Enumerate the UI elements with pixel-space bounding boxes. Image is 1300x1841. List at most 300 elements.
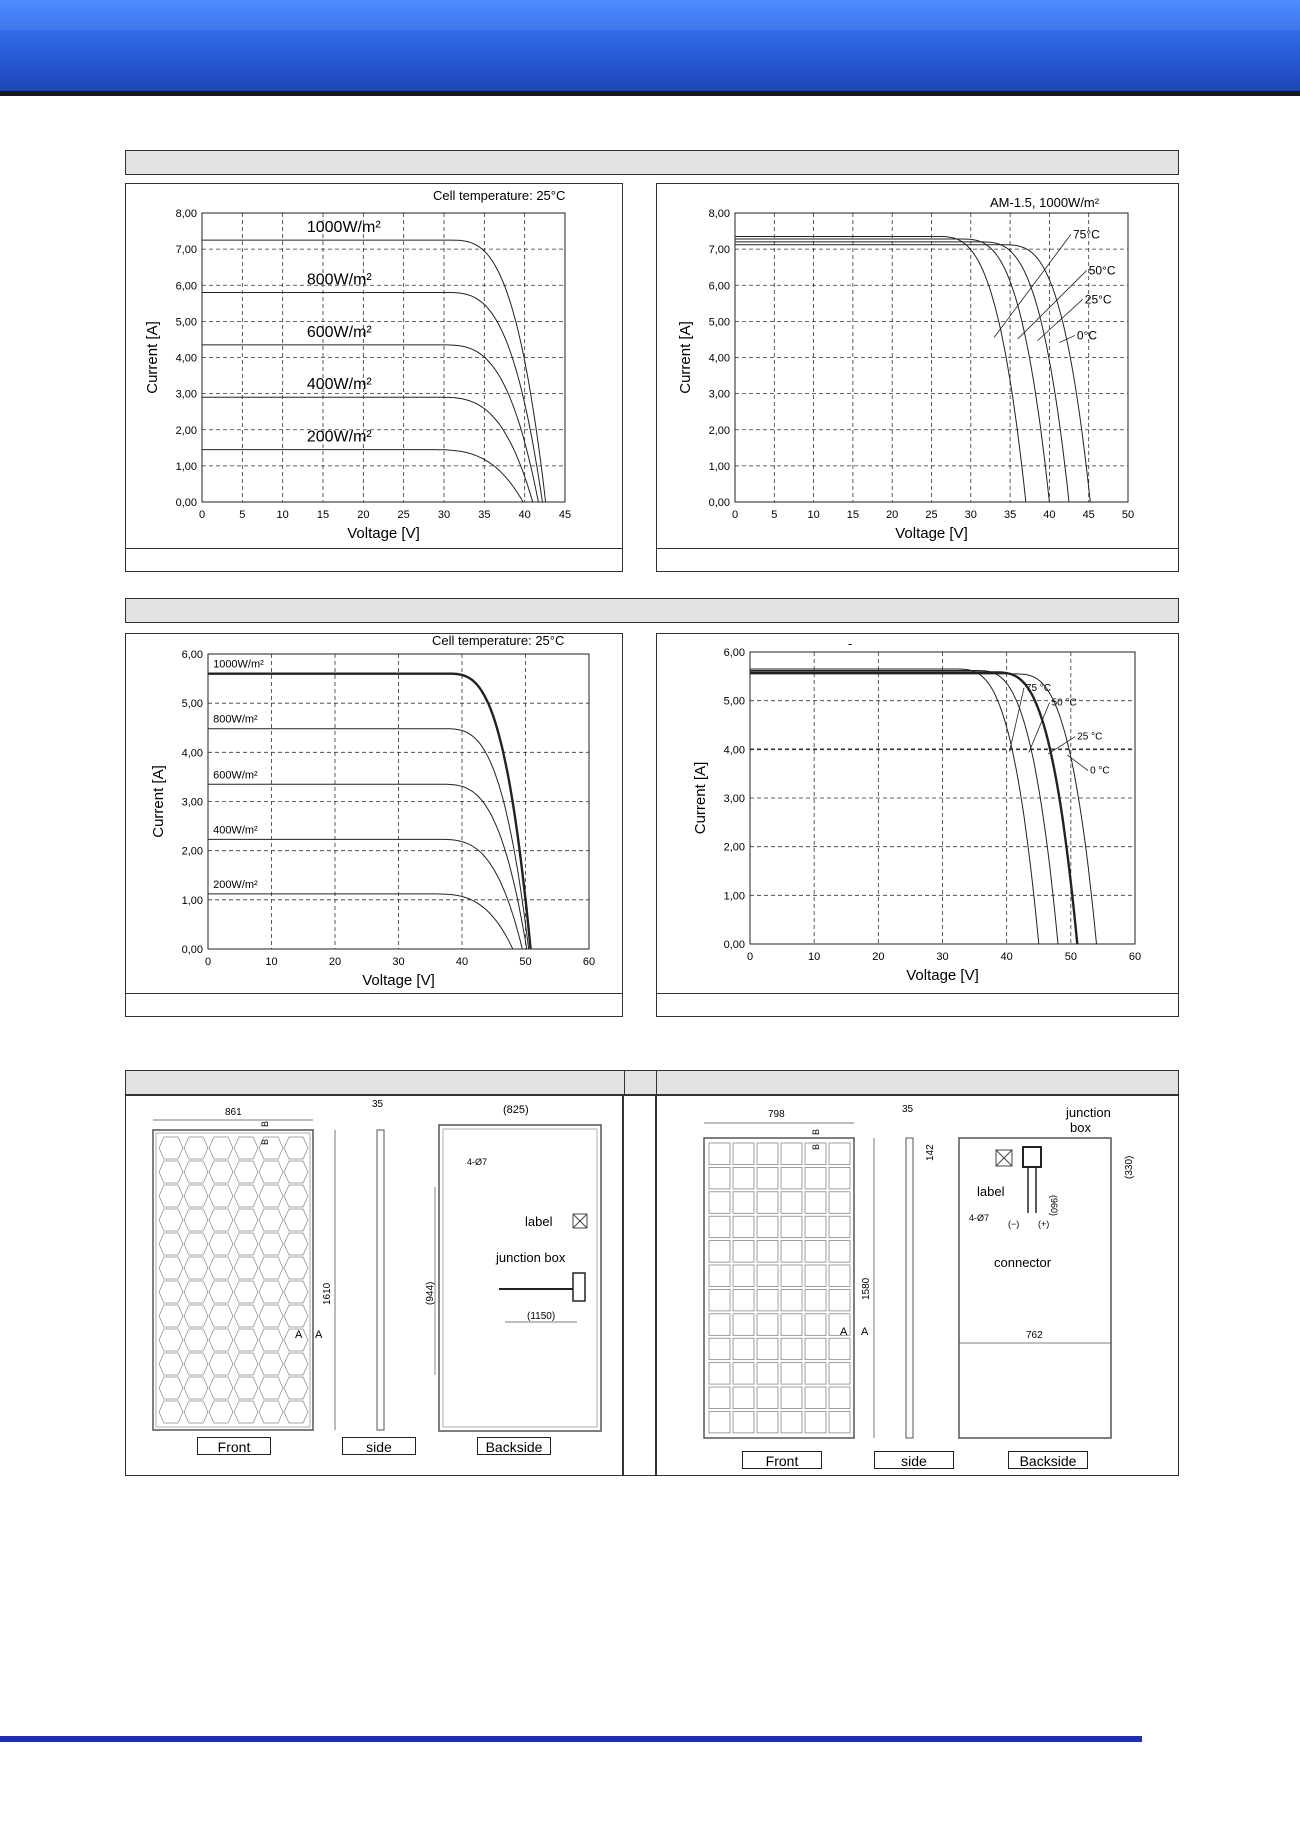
front-cell	[184, 1257, 208, 1279]
front-cell	[709, 1167, 730, 1189]
front-cell	[805, 1387, 826, 1409]
front-cell	[209, 1281, 233, 1303]
x-tick-label: 50	[519, 956, 532, 968]
front-cell	[209, 1353, 233, 1375]
front-cell	[781, 1314, 802, 1336]
front-cell	[709, 1265, 730, 1287]
front-cell	[781, 1216, 802, 1238]
series-label: 50°C	[1088, 263, 1116, 278]
front-cell	[805, 1411, 826, 1433]
x-tick-label: 20	[328, 956, 342, 968]
front-cell	[184, 1161, 208, 1183]
front-cell	[234, 1233, 258, 1255]
front-cell	[805, 1363, 826, 1385]
front-cell	[781, 1363, 802, 1385]
front-cell	[234, 1137, 258, 1159]
x-tick-label: 45	[558, 509, 572, 521]
front-cell	[284, 1209, 308, 1231]
y-tick-label: 7,00	[175, 244, 197, 257]
front-cell	[259, 1185, 283, 1207]
chart-annotation: Cell temperature: 25°C	[432, 633, 565, 648]
series-line	[202, 240, 546, 502]
front-cell	[209, 1161, 233, 1183]
x-tick-label: 35	[478, 509, 491, 521]
front-cell	[829, 1143, 850, 1165]
front-cell	[781, 1387, 802, 1409]
series-label: 25°C	[1084, 292, 1112, 307]
x-tick-label: 40	[455, 956, 469, 968]
front-cell	[757, 1289, 778, 1311]
series-label: 1000W/m²	[213, 658, 264, 671]
front-cell	[209, 1233, 233, 1255]
dim-width: 861	[225, 1107, 242, 1118]
section-a-1: A	[840, 1326, 848, 1338]
y-tick-label: 7,00	[708, 244, 730, 257]
y-tick-label: 5,00	[181, 698, 203, 711]
x-tick-label: 5	[239, 509, 246, 521]
front-cell	[709, 1338, 730, 1360]
y-tick-label: 3,00	[181, 796, 203, 809]
x-tick-label: 50	[1064, 951, 1077, 963]
front-cell	[259, 1329, 283, 1351]
y-tick-label: 4,00	[181, 747, 203, 760]
front-cell	[829, 1241, 850, 1263]
front-cell	[209, 1305, 233, 1327]
series-label: 50 °C	[1051, 697, 1077, 709]
front-cell	[805, 1338, 826, 1360]
x-tick-label: 30	[392, 956, 405, 968]
y-tick-label: 1,00	[175, 460, 197, 473]
front-cell	[184, 1305, 208, 1327]
x-axis-label: Voltage [V]	[906, 967, 979, 984]
section-a-2: A	[861, 1326, 869, 1338]
back-frame	[959, 1138, 1111, 1438]
footer-line	[0, 1736, 1142, 1742]
front-cell	[159, 1353, 183, 1375]
front-cell	[805, 1192, 826, 1214]
junction-box-text: junction box	[496, 1250, 566, 1265]
front-cell	[733, 1265, 754, 1287]
module-drawing-right	[656, 1095, 1179, 1476]
front-cell	[184, 1281, 208, 1303]
series-line	[202, 345, 538, 502]
series-line	[735, 245, 1090, 502]
backside-label-left: Backside	[477, 1437, 551, 1455]
junction-text-1: junction	[1066, 1105, 1111, 1120]
x-tick-label: 45	[1082, 509, 1095, 521]
x-tick-label: 35	[1003, 509, 1017, 521]
front-cell	[184, 1233, 208, 1255]
y-tick-label: 4,00	[723, 744, 745, 757]
section-b-2: B	[811, 1143, 821, 1150]
series-label: 600W/m²	[306, 323, 372, 341]
y-tick-label: 2,00	[181, 845, 203, 858]
front-cell	[259, 1209, 283, 1231]
y-tick-label: 3,00	[175, 388, 197, 401]
x-tick-label: 40	[1000, 951, 1013, 963]
front-cell	[781, 1338, 802, 1360]
front-cell	[234, 1257, 258, 1279]
section-b-1: B	[811, 1128, 821, 1135]
front-cell	[209, 1257, 233, 1279]
x-axis-label: Voltage [V]	[895, 525, 968, 542]
front-cell	[781, 1143, 802, 1165]
front-cell	[709, 1387, 730, 1409]
front-cell	[159, 1401, 183, 1423]
front-cell	[159, 1137, 183, 1159]
x-tick-label: 30	[964, 509, 977, 521]
front-cell	[757, 1241, 778, 1263]
front-cell	[234, 1281, 258, 1303]
front-cell	[259, 1233, 283, 1255]
y-tick-label: 3,00	[708, 388, 730, 401]
x-tick-label: 15	[316, 509, 330, 521]
front-cell	[709, 1143, 730, 1165]
section-a-1: A	[295, 1329, 303, 1341]
series-label: 800W/m²	[213, 713, 258, 726]
series-label: 200W/m²	[213, 878, 258, 891]
front-cell	[209, 1329, 233, 1351]
front-cell	[234, 1377, 258, 1399]
dim-mount: (944)	[425, 1281, 436, 1305]
front-cell	[805, 1241, 826, 1263]
x-axis-label: Voltage [V]	[362, 972, 435, 989]
y-tick-label: 5,00	[723, 695, 745, 708]
front-cell	[733, 1216, 754, 1238]
front-cell	[184, 1401, 208, 1423]
front-inner	[156, 1133, 310, 1427]
series-label: 25 °C	[1077, 731, 1103, 743]
x-tick-label: 10	[265, 956, 278, 968]
front-cell	[284, 1185, 308, 1207]
series-leader	[994, 234, 1071, 337]
series-line	[208, 729, 529, 949]
side-label-left: side	[342, 1437, 416, 1455]
series-line	[750, 672, 1077, 944]
junction-text-2: box	[1070, 1120, 1091, 1135]
front-cell	[209, 1401, 233, 1423]
chart-2-group	[677, 195, 1134, 542]
front-cell	[829, 1289, 850, 1311]
front-cell	[284, 1137, 308, 1159]
x-tick-label: 15	[846, 509, 860, 521]
front-cell	[184, 1329, 208, 1351]
front-cell	[209, 1185, 233, 1207]
dim-thickness: 35	[372, 1099, 384, 1110]
front-cell	[284, 1161, 308, 1183]
y-tick-label: 3,00	[723, 793, 745, 805]
side-frame	[377, 1130, 384, 1430]
front-cell	[284, 1233, 308, 1255]
x-tick-label: 60	[582, 956, 596, 968]
series-label: 600W/m²	[213, 769, 258, 782]
y-tick-label: 8,00	[175, 208, 197, 220]
section-a-2: A	[315, 1329, 323, 1341]
y-axis-label: Current [A]	[677, 321, 694, 394]
front-cell	[829, 1192, 850, 1214]
dim-offset: 142	[925, 1144, 936, 1161]
front-cell	[805, 1216, 826, 1238]
front-cell	[781, 1241, 802, 1263]
front-cell	[829, 1338, 850, 1360]
front-cell	[757, 1143, 778, 1165]
front-cell	[757, 1338, 778, 1360]
series-line	[750, 671, 1058, 945]
front-cell	[234, 1209, 258, 1231]
front-cell	[209, 1209, 233, 1231]
series-line	[735, 242, 1069, 502]
x-tick-label: 40	[1043, 509, 1056, 521]
front-cell	[234, 1161, 258, 1183]
y-tick-label: 6,00	[181, 649, 203, 661]
front-cell	[234, 1401, 258, 1423]
series-label: 75 °C	[1025, 682, 1052, 694]
dim-back-width: (825)	[503, 1104, 529, 1116]
front-cell	[781, 1167, 802, 1189]
front-cell	[159, 1377, 183, 1399]
series-label: 400W/m²	[306, 376, 372, 394]
x-tick-label: 25	[397, 509, 410, 521]
front-cell	[159, 1305, 183, 1327]
front-cell	[259, 1377, 283, 1399]
holes: 4-Ø7	[467, 1157, 488, 1167]
front-cell	[829, 1265, 850, 1287]
front-cell	[733, 1387, 754, 1409]
series-label: 0°C	[1076, 328, 1098, 343]
front-cell	[234, 1329, 258, 1351]
front-cell	[184, 1377, 208, 1399]
dim-height: 1580	[861, 1277, 872, 1300]
front-cell	[757, 1387, 778, 1409]
front-cell	[159, 1161, 183, 1183]
y-tick-label: 4,00	[708, 352, 730, 365]
x-tick-label: 40	[518, 509, 531, 521]
front-label-left: Front	[197, 1437, 271, 1455]
front-cell	[805, 1314, 826, 1336]
front-cell	[805, 1289, 826, 1311]
dim-cable: (1150)	[527, 1311, 556, 1322]
chart-annotation: -	[848, 636, 853, 651]
front-cell	[733, 1167, 754, 1189]
front-cell	[733, 1241, 754, 1263]
front-cell	[184, 1353, 208, 1375]
series-leader	[1010, 688, 1024, 752]
front-cell	[159, 1209, 183, 1231]
front-cell	[234, 1305, 258, 1327]
front-cell	[159, 1233, 183, 1255]
side-frame	[906, 1138, 913, 1438]
y-tick-label: 2,00	[723, 841, 745, 854]
y-tick-label: 1,00	[723, 890, 745, 903]
x-tick-label: 30	[936, 951, 949, 963]
series-leader	[1067, 755, 1088, 771]
front-cell	[805, 1265, 826, 1287]
front-cell	[829, 1167, 850, 1189]
back-frame	[439, 1125, 601, 1431]
x-tick-label: 10	[807, 509, 820, 521]
front-cell	[709, 1363, 730, 1385]
front-cell	[733, 1289, 754, 1311]
y-axis-label: Current [A]	[144, 321, 161, 394]
front-cell	[159, 1185, 183, 1207]
series-label: 800W/m²	[306, 271, 372, 289]
y-tick-label: 6,00	[708, 280, 730, 293]
front-cell	[709, 1314, 730, 1336]
x-tick-label: 20	[872, 951, 885, 963]
dim-width: 798	[768, 1109, 785, 1120]
x-tick-label: 0	[198, 509, 206, 521]
chart-1-group	[144, 188, 571, 542]
front-cell	[709, 1241, 730, 1263]
front-cell	[733, 1192, 754, 1214]
y-axis-label: Current [A]	[692, 761, 709, 835]
front-cell	[284, 1281, 308, 1303]
front-cell	[781, 1289, 802, 1311]
x-tick-label: 5	[771, 509, 778, 521]
holes: 4-Ø7	[969, 1213, 990, 1223]
front-cell	[757, 1192, 778, 1214]
front-cell	[829, 1363, 850, 1385]
series-line	[208, 784, 527, 949]
front-cell	[733, 1363, 754, 1385]
front-cell	[757, 1167, 778, 1189]
front-cells	[159, 1137, 308, 1423]
polarity-minus: (−)	[1008, 1219, 1020, 1229]
y-tick-label: 4,00	[175, 352, 197, 365]
y-tick-label: 5,00	[175, 316, 197, 329]
x-tick-label: 0	[731, 509, 739, 521]
front-cell	[259, 1161, 283, 1183]
series-line	[208, 894, 513, 949]
front-cell	[781, 1265, 802, 1287]
front-cell	[259, 1401, 283, 1423]
front-cell	[184, 1137, 208, 1159]
y-axis-label: Current [A]	[150, 765, 167, 838]
series-label: 1000W/m²	[306, 219, 381, 237]
front-cell	[733, 1143, 754, 1165]
front-cell	[209, 1137, 233, 1159]
series-line	[735, 237, 1026, 503]
section-b-1: B	[260, 1120, 270, 1127]
dim-height: 1610	[322, 1282, 333, 1305]
front-cell	[159, 1281, 183, 1303]
module-drawing-left	[125, 1095, 623, 1476]
chart-annotation: AM-1.5, 1000W/m²	[990, 195, 1100, 210]
front-cell	[159, 1329, 183, 1351]
chart-annotation: Cell temperature: 25°C	[433, 188, 566, 203]
connector-text: connector	[994, 1255, 1052, 1270]
front-cell	[184, 1185, 208, 1207]
side-label-right: side	[874, 1451, 954, 1469]
front-cell	[284, 1401, 308, 1423]
dim-thickness: 35	[902, 1104, 914, 1115]
section-b-2: B	[260, 1138, 270, 1145]
front-cell	[757, 1314, 778, 1336]
series-label: 0 °C	[1090, 765, 1110, 777]
x-axis-label: Voltage [V]	[347, 525, 420, 542]
back-inner	[443, 1129, 597, 1427]
x-tick-label: 20	[357, 509, 370, 521]
front-cell	[757, 1216, 778, 1238]
front-frame	[153, 1130, 313, 1430]
front-cell	[829, 1411, 850, 1433]
front-cell	[781, 1411, 802, 1433]
front-cell	[709, 1192, 730, 1214]
front-cell	[284, 1377, 308, 1399]
front-cells	[709, 1143, 850, 1433]
y-tick-label: 1,00	[181, 894, 203, 907]
x-tick-label: 30	[437, 509, 451, 521]
x-tick-label: 60	[1128, 951, 1142, 963]
dim-mount: 762	[1026, 1330, 1043, 1341]
y-tick-label: 0,00	[723, 939, 745, 951]
label-text: label	[525, 1214, 553, 1229]
front-cell	[829, 1387, 850, 1409]
front-cell	[709, 1216, 730, 1238]
y-tick-label: 6,00	[175, 280, 197, 293]
front-cell	[829, 1216, 850, 1238]
front-cell	[284, 1257, 308, 1279]
y-tick-label: 0,00	[181, 944, 203, 956]
series-label: 200W/m²	[306, 428, 372, 446]
y-tick-label: 8,00	[708, 208, 730, 220]
y-tick-label: 5,00	[708, 316, 730, 329]
backside-label-right: Backside	[1008, 1451, 1088, 1469]
front-cell	[284, 1353, 308, 1375]
series-line	[750, 669, 1039, 944]
front-cell	[259, 1281, 283, 1303]
x-tick-label: 50	[1121, 509, 1135, 521]
x-tick-label: 0	[204, 956, 212, 968]
front-cell	[234, 1185, 258, 1207]
y-tick-label: 2,00	[708, 424, 730, 437]
junction-box	[1023, 1147, 1041, 1167]
front-cell	[733, 1411, 754, 1433]
dim-box: (330)	[1124, 1155, 1135, 1179]
x-tick-label: 25	[925, 509, 938, 521]
junction-box	[573, 1273, 585, 1301]
front-cell	[805, 1167, 826, 1189]
front-cell	[284, 1305, 308, 1327]
front-cell	[733, 1338, 754, 1360]
x-tick-label: 20	[886, 509, 899, 521]
front-cell	[757, 1363, 778, 1385]
dim-cable: (960)	[1049, 1195, 1059, 1217]
front-cell	[259, 1353, 283, 1375]
label-text: label	[977, 1184, 1005, 1199]
series-label: 400W/m²	[213, 824, 258, 837]
series-line	[202, 450, 523, 502]
front-cell	[234, 1353, 258, 1375]
y-tick-label: 6,00	[723, 647, 745, 659]
front-cell	[209, 1377, 233, 1399]
front-cell	[709, 1289, 730, 1311]
x-tick-label: 0	[746, 951, 754, 963]
chart-4-group	[692, 636, 1141, 984]
front-label-right: Front	[742, 1451, 822, 1469]
front-cell	[757, 1411, 778, 1433]
front-cell	[184, 1209, 208, 1231]
front-frame	[704, 1138, 854, 1438]
series-label: 75°C	[1072, 227, 1100, 242]
front-cell	[159, 1257, 183, 1279]
y-tick-label: 0,00	[175, 497, 197, 509]
x-tick-label: 10	[808, 951, 821, 963]
x-tick-label: 10	[276, 509, 289, 521]
y-tick-label: 1,00	[708, 460, 730, 473]
front-cell	[259, 1305, 283, 1327]
front-cell	[709, 1411, 730, 1433]
